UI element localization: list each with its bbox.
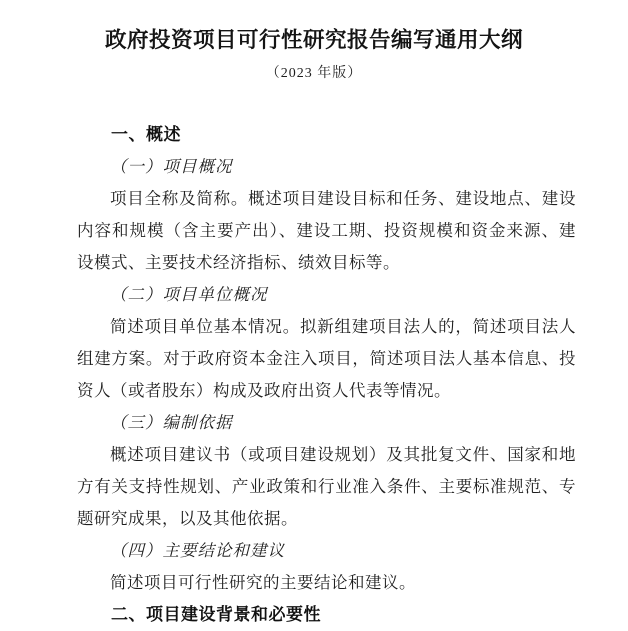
section-heading-background: 二、项目建设背景和必要性 [111,605,321,624]
paragraph-compilation-basis: 概述项目建议书（或项目建设规划）及其批复文件、国家和地方有关支持性规划、产业政策和行业准入条件、主要标准规范、专题研究成果，以及其他依据。 [77,445,576,528]
subsection-heading-conclusions: （四）主要结论和建议 [110,541,285,560]
document-body [77,119,576,631]
subsection-heading-compilation-basis: （三）编制依据 [110,413,233,432]
subsection-heading-unit-profile: （二）项目单位概况 [110,285,268,304]
paragraph-project-profile: 项目全称及简称。概述项目建设目标和任务、建设地点、建设内容和规模（含主要产出）、建设工期、投资规模和资金来源、建设模式、主要技术经济指标、绩效目标等。 [77,189,576,272]
paragraph-unit-profile: 简述项目单位基本情况。拟新组建项目法人的，简述项目法人组建方案。对于政府资本金注入项目，简述项目法人基本信息、投资人（或者股东）构成及政府出资人代表等情况。 [77,317,576,400]
subsection-heading-project-profile: （一）项目概况 [110,157,233,176]
document-subtitle: （2023 年版） [265,66,363,81]
paragraph-conclusions: 简述项目可行性研究的主要结论和建议。 [110,573,416,592]
document-title: 政府投资项目可行性研究报告编写通用大纲 [104,28,523,52]
section-heading-overview: 一、概述 [111,125,181,144]
